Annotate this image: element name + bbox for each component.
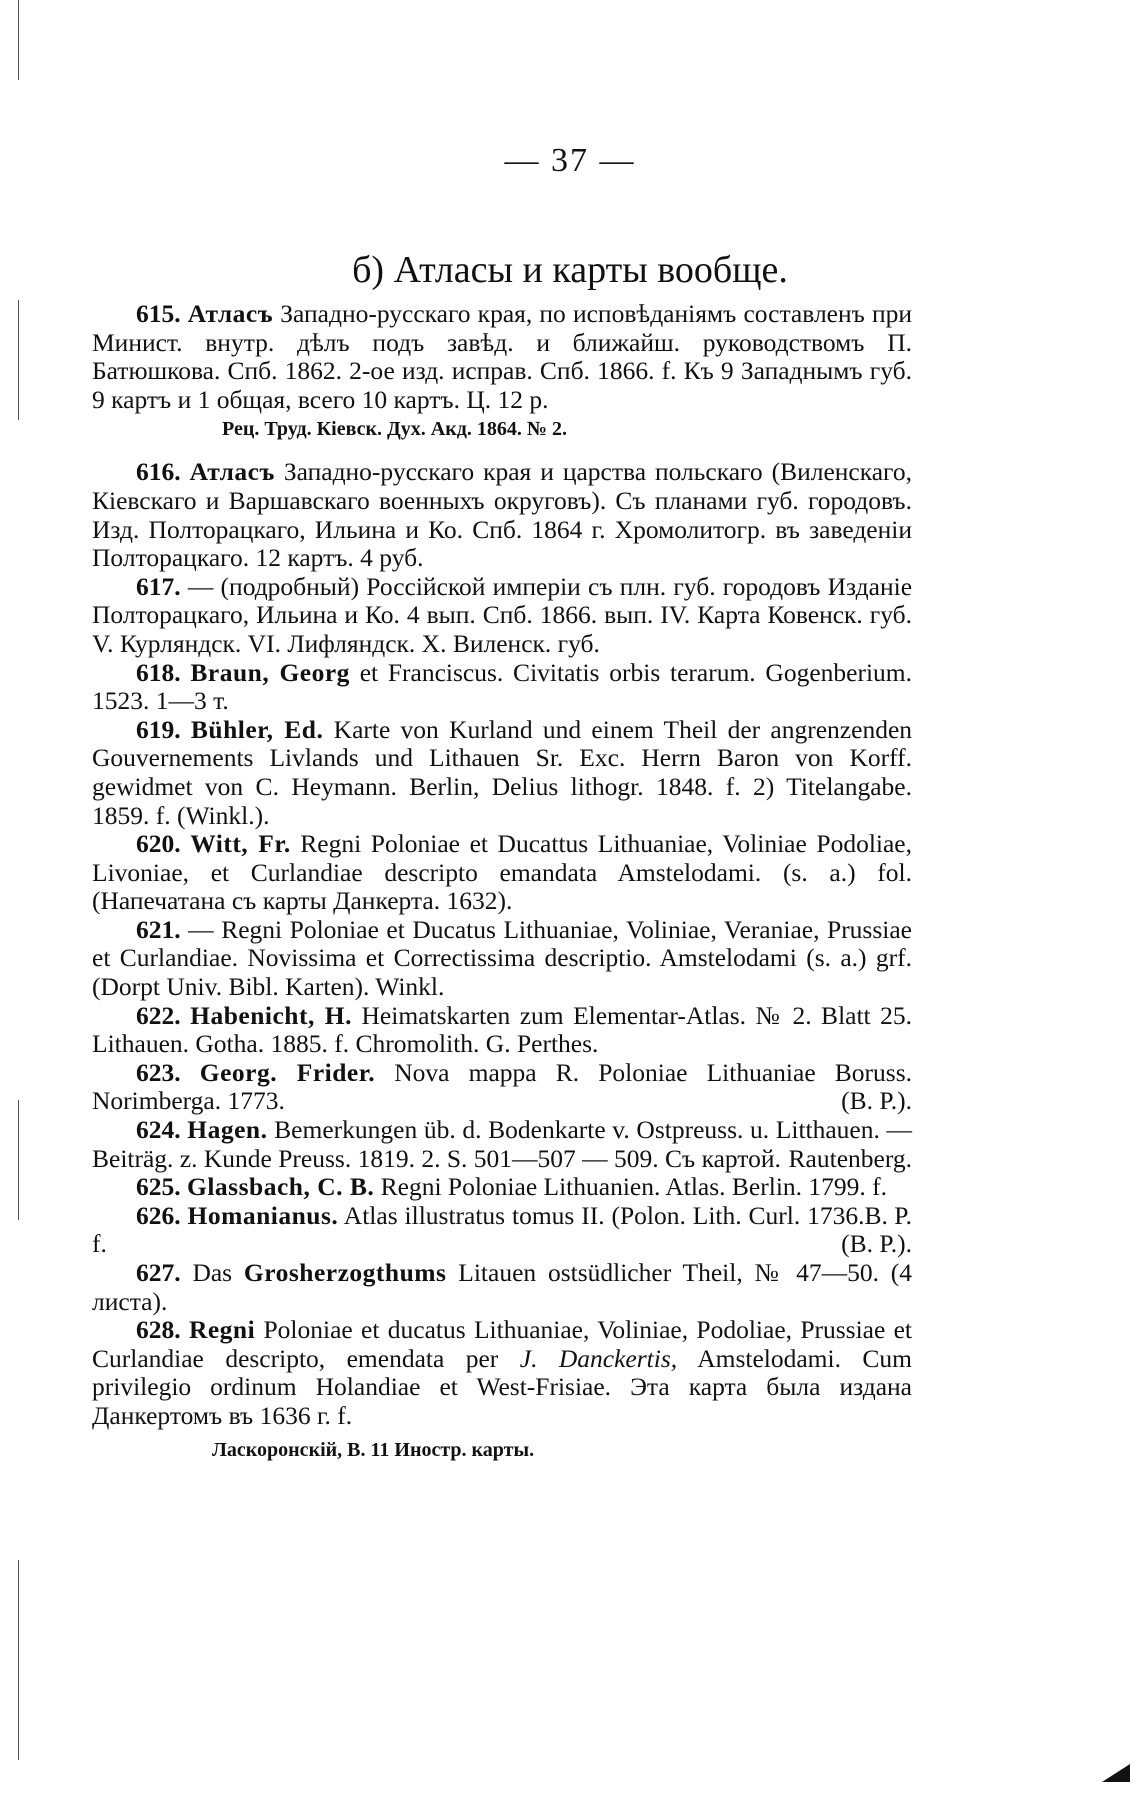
scan-edge-line xyxy=(18,1100,19,1220)
location-note: B. P. xyxy=(864,1200,912,1230)
entry-621 xyxy=(92,916,912,1002)
entry-number: 616. xyxy=(136,457,181,487)
entry-number: 619. xyxy=(136,714,181,744)
entry-title: Braun, Georg xyxy=(190,657,350,687)
entry-615 xyxy=(92,300,912,414)
entry-title: Bühler, Ed. xyxy=(190,714,324,744)
location-note: (B. P.). xyxy=(841,1229,912,1259)
entry-title: Hagen. xyxy=(187,1115,268,1145)
entry-title: Атласъ xyxy=(187,299,274,328)
entry-title: Witt, Fr. xyxy=(190,829,291,859)
entry-623 xyxy=(92,1059,912,1116)
bibliography-list xyxy=(92,300,912,1467)
entry-text: — Regni Poloniae et Ducatus Lithuaniae, Voliniae, Veraniae, Prussiae et Curlandiae. Novissima et Correctissima descriptio. Amstelodami (s. a.) grf. (Dorpt Univ. Bibl. Karten). Winkl. xyxy=(92,914,912,1002)
entry-number: 620. xyxy=(136,829,181,859)
entry-text: Regni Poloniae et Ducattus Lithuaniae, Voliniae Podoliae, Livoniae, et Curlandiae descripto emandata Amstelodami. (s. a.) fol. (Напечатана съ карты Данкерта. 1632). xyxy=(92,829,913,916)
entry-text: Западно-русскаго края, по исповѣданіямъ составленъ при Минист. внутр. дѣлъ подъ завѣд. и ближайш. руководствомъ П. Батюшкова. Спб. 1862. 2-ое изд. исправ. Спб. 1866. f. Къ 9 Западнымъ губ. 9 картъ и 1 общая, всего 10 картъ. Ц. 12 р. xyxy=(92,299,913,414)
entry-number: 622. xyxy=(136,1000,181,1030)
entry-618 xyxy=(92,659,912,716)
entry-title: Georg. Frider. xyxy=(199,1057,376,1087)
entry-title: Habenicht, H. xyxy=(190,1000,353,1030)
entry-number: 617. xyxy=(136,571,181,601)
entry-number: 623. xyxy=(136,1057,181,1087)
entry-text: Karte von Kurland und einem Theil der angrenzenden Gouvernements Livlands und Lithauen Sr. Exc. Herrn Baron von Korff. gewidmet von C. Heymann. Berlin, Delius lithogr. 1848. f. 2) Titelangabe. 1859. f. (Winkl.). xyxy=(92,714,913,830)
entry-number: 618. xyxy=(136,657,181,687)
scan-edge-line xyxy=(18,300,19,420)
entry-628 xyxy=(92,1316,912,1430)
entry-620 xyxy=(92,830,912,916)
entry-text: Regni Poloniae Lithuanien. Atlas. Berlin. 1799. f. xyxy=(380,1172,888,1202)
entry-title: Glassbach, C. B. xyxy=(187,1172,375,1202)
entry-617 xyxy=(92,573,912,659)
entry-number: 626. xyxy=(136,1200,181,1230)
entry-text: Bemerkungen üb. d. Bodenkarte v. Ostpreuss. u. Litthauen. — Beiträg. z. Kunde Preuss. 1819. 2. S. 501—507 — 509. Съ картой. xyxy=(92,1115,913,1173)
entry-author: J. Danckertis, xyxy=(519,1343,678,1373)
entry-text: et Franciscus. Civitatis orbis terarum. Gogenberium. 1523. 1—3 т. xyxy=(92,657,913,716)
entry-text: Atlas illustratus tomus II. (Polon. Lith. Curl. 1736. f. xyxy=(92,1200,865,1259)
review-note: Рец. Труд. Кіевск. Дух. Акд. 1864. № 2. xyxy=(222,418,567,441)
location-note: (B. P.). xyxy=(841,1086,912,1116)
scan-edge-line xyxy=(18,0,19,80)
entry-627 xyxy=(92,1259,912,1316)
entry-number: 627. xyxy=(136,1258,181,1287)
entry-number: 624. xyxy=(136,1115,181,1145)
entry-text: Poloniae et ducatus Lithuaniae, Voliniae, Podoliae, Prussiae et Curlandiae descripto, emendata per xyxy=(92,1315,913,1373)
entry-624 xyxy=(92,1116,912,1173)
entry-text-continued: Amstelodami. Cum privilegio ordinum Holandiae et West-Frisiae. Эта карта была издана Данкертомъ въ 1636 г. f. xyxy=(92,1343,913,1430)
entry-number: 615. xyxy=(136,299,181,328)
entry-lead: Das xyxy=(192,1258,233,1287)
section-heading: б) Атласы и карты вообще. xyxy=(352,249,788,291)
entry-title: Regni xyxy=(188,1315,256,1345)
entry-text: — (подробный) Россійской имперіи съ плн. губ. городовъ Изданіе Полторацкаго, Ильина и Ко. 4 вып. Спб. 1866. вып. IV. Карта Ковенск. губ. V. Курляндск. VI. Лифляндск. X. Виленск. губ. xyxy=(92,571,913,658)
scan-edge-line xyxy=(18,1560,19,1760)
scan-corner-mark xyxy=(1102,1764,1130,1782)
entry-number: 628. xyxy=(136,1315,181,1345)
entry-title: Grosherzogthums xyxy=(243,1258,447,1287)
entry-text: Heimatskarten zum Elementar-Atlas. № 2. Blatt 25. Lithauen. Gotha. 1885. f. Chromolith. G. Perthes. xyxy=(92,1000,912,1059)
entry-title: Homanianus. xyxy=(187,1200,339,1230)
entry-text: Nova mappa R. Poloniae Lithuaniae Boruss. Norimberga. 1773. xyxy=(92,1057,913,1116)
entry-616 xyxy=(92,458,912,572)
entry-title: Атласъ xyxy=(189,457,275,487)
entry-622 xyxy=(92,1002,912,1059)
entry-619 xyxy=(92,716,912,830)
entry-626 xyxy=(92,1202,912,1259)
entry-number: 621. xyxy=(136,914,181,944)
location-note: Rautenberg. xyxy=(788,1143,912,1173)
source-note: Ласкоронскій, В. 11 Иностр. карты. xyxy=(212,1438,535,1461)
entry-text: Litauen ostsüdlicher Theil, № 47—50. (4 листа). xyxy=(92,1258,913,1316)
page-number: — 37 — xyxy=(504,142,636,179)
entry-text: Западно-русскаго края и царства польскаго (Виленскаго, Кіевскаго и Варшавскаго военныхъ округовъ). Съ планами губ. городовъ. Изд. Полторацкаго, Ильина и Ко. Спб. 1864 г. Хромолитогр. въ заведеніи Полторацкаго. 12 картъ. 4 руб. xyxy=(92,457,913,573)
entry-number: 625. xyxy=(136,1172,181,1202)
